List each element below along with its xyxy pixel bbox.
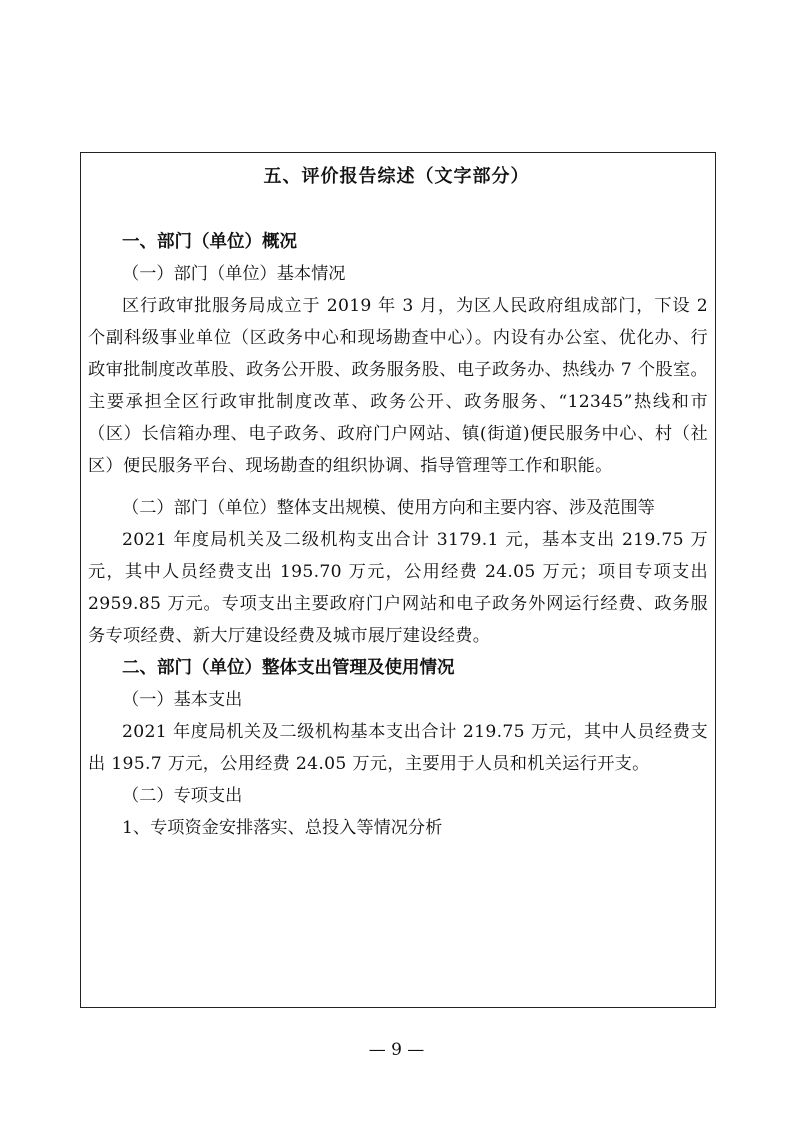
page-number: — 9 — [368,1040,425,1060]
section-2-sub-2-heading: （二）专项支出 [122,786,243,806]
section-2-heading: 二、部门（单位）整体支出管理及使用情况 [122,658,455,678]
section-2-sub-1-heading: （一）基本支出 [122,690,243,710]
section-2-sub-1-text: 2021 年度局机关及二级机构基本支出合计 219.75 万元，其中人员经费支出 195.7 万元，公用经费 24.05 万元，主要用于人员和机关运行开支。 [88,722,708,774]
section-1-heading: 一、部门（单位）概况 [122,232,297,252]
report-title: 五、评价报告综述（文字部分） [263,166,530,187]
section-1-sub-2-heading: （二）部门（单位）整体支出规模、使用方向和主要内容、涉及范围等 [122,498,655,518]
section-1-sub-1-text: 区行政审批服务局成立于 2019 年 3 月，为区人民政府组成部门，下设 2 个副科级事业单位（区政务中心和现场勘查中心）。内设有办公室、优化办、行政审批制度改革股、政务公开股、政务服务股、电子政务办、热线办 7 个股室。主要承担全区行政审批制度改革、政务公开、政务服务、“12345”热线和市（区）长信箱办理、电子政务、政府门户网站、镇(街道)便民服务中心、村（社区）便民服务平台、现场勘查的组织协调、指导管理等工作和职能。 [88,296,708,476]
report-body [88,226,708,844]
section-1-sub-2-text: 2021 年度局机关及二级机构支出合计 3179.1 元，基本支出 219.75 万元，其中人员经费支出 195.70 万元，公用经费 24.05 万元；项目专项支出 2959.85 万元。专项支出主要政府门户网站和电子政务外网运行经费、政务服务专项经费、新大厅建设经费及城市展厅建设经费。 [88,530,708,646]
section-2-item-1: 1、专项资金安排落实、总投入等情况分析 [122,818,443,838]
section-1-sub-1-heading: （一）部门（单位）基本情况 [122,264,346,284]
